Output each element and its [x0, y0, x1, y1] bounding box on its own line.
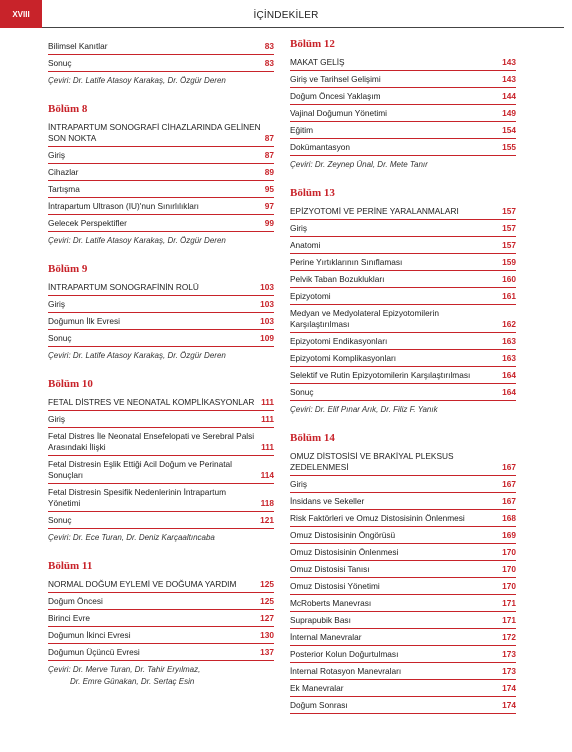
toc-entry-title: Giriş: [48, 150, 66, 160]
toc-entry[interactable]: [290, 697, 516, 714]
chapter-heading: Bölüm 12: [290, 38, 335, 50]
toc-entry-title: Fetal Distresin Eşlik Ettiği Acil Doğum ve Perinatal Sonuçları: [48, 459, 232, 480]
toc-entry-page: 164: [502, 387, 516, 397]
toc-entry-title: Birinci Evre: [48, 613, 90, 623]
toc-entry-page: 89: [264, 167, 274, 177]
toc-entry-page: 111: [261, 442, 274, 452]
toc-left-column: [48, 38, 274, 688]
toc-entry[interactable]: [290, 680, 516, 697]
toc-entry[interactable]: [48, 38, 274, 55]
toc-entry-page: 170: [502, 564, 516, 574]
toc-entry[interactable]: [290, 510, 516, 527]
toc-entry[interactable]: [290, 54, 516, 71]
toc-entry-title: Vajinal Doğumun Yönetimi: [290, 108, 388, 118]
toc-entry[interactable]: [48, 181, 274, 198]
toc-entry[interactable]: [290, 350, 516, 367]
toc-entry-page: 170: [502, 581, 516, 591]
toc-entry-title: Posterior Kolun Doğurtulması: [290, 649, 399, 659]
toc-entry-page: 168: [502, 513, 516, 523]
toc-entry[interactable]: [48, 279, 274, 296]
toc-entry-title: Sonuç: [48, 515, 72, 525]
toc-entry-page: 87: [264, 150, 274, 160]
toc-entry-title: Epizyotomi: [290, 291, 331, 301]
toc-entry-title: Omuz Distosisi Tanısı: [290, 564, 370, 574]
toc-entry-title: Doğumun İlk Evresi: [48, 316, 120, 326]
toc-entry-title: Giriş: [48, 299, 66, 309]
toc-entry-page: 157: [502, 240, 516, 250]
toc-entry-page: 103: [260, 299, 274, 309]
toc-entry[interactable]: [48, 313, 274, 330]
toc-entry-page: 127: [260, 613, 274, 623]
toc-entry[interactable]: [290, 71, 516, 88]
toc-entry-title: Fetal Distres İle Neonatal Ensefelopati ve Serebral Palsi Arasındaki İlişki: [48, 431, 255, 452]
toc-entry-page: 114: [260, 470, 274, 480]
toc-entry-page: 173: [502, 649, 516, 659]
toc-entry-title: Tartışma: [48, 184, 80, 194]
toc-entry-title: Perine Yırtıklarının Sınıflaması: [290, 257, 403, 267]
toc-entry-page: 162: [502, 319, 516, 329]
toc-entry-title: Doğumun İkinci Evresi: [48, 630, 131, 640]
toc-entry-page: 161: [502, 291, 516, 301]
toc-entry-title: Giriş: [290, 223, 308, 233]
toc-entry[interactable]: [290, 105, 516, 122]
chapter-heading: Bölüm 14: [290, 432, 335, 444]
toc-entry-page: 160: [502, 274, 516, 284]
toc-entry-page: 167: [502, 496, 516, 506]
toc-entry-title: EPİZYOTOMİ VE PERİNE YARALANMALARI: [290, 206, 459, 216]
toc-entry-title: Dokümantasyon: [290, 142, 350, 152]
toc-entry-title: Pelvik Taban Bozuklukları: [290, 274, 385, 284]
toc-entry[interactable]: [290, 122, 516, 139]
chapter-heading: Bölüm 10: [48, 378, 93, 390]
translator-credit: [48, 529, 274, 544]
toc-entry-page: 103: [260, 316, 274, 326]
toc-entry-title: Ek Manevralar: [290, 683, 344, 693]
toc-entry[interactable]: [290, 493, 516, 510]
toc-entry-page: 174: [502, 683, 516, 693]
toc-entry-title: Doğum Öncesi Yaklaşım: [290, 91, 381, 101]
toc-entry[interactable]: [290, 595, 516, 612]
chapter-heading: Bölüm 8: [48, 103, 88, 115]
chapter-heading: Bölüm 9: [48, 263, 88, 275]
toc-entry[interactable]: [290, 237, 516, 254]
toc-entry[interactable]: [48, 55, 274, 72]
toc-entry-page: 111: [261, 397, 274, 407]
toc-entry[interactable]: [48, 330, 274, 347]
translator-line: Çeviri: Dr. Latife Atasoy Karakaş, Dr. Özgür Deren: [48, 351, 226, 360]
toc-entry-title: İNTRAPARTUM SONOGRAFİ CİHAZLARINDA GELİNEN SON NOKTA: [48, 122, 261, 143]
toc-entry-title: Fetal Distresin Spesifik Nedenlerinin İntrapartum Yönetimi: [48, 487, 226, 508]
toc-entry-page: 121: [260, 515, 274, 525]
toc-entry[interactable]: [290, 305, 516, 333]
toc-entry[interactable]: [290, 333, 516, 350]
toc-entry-title: Medyan ve Medyolateral Epizyotomilerin Karşılaştırılması: [290, 308, 439, 329]
toc-entry-title: Sonuç: [48, 333, 72, 343]
toc-entry-title: İNTRAPARTUM SONOGRAFİNİN ROLÜ: [48, 282, 199, 292]
toc-entry[interactable]: [48, 394, 274, 411]
toc-entry-page: 164: [502, 370, 516, 380]
translator-line: Çeviri: Dr. Zeynep Ünal, Dr. Mete Tanır: [290, 160, 428, 169]
toc-entry[interactable]: [290, 629, 516, 646]
header-divider: [42, 27, 564, 28]
toc-entry[interactable]: [48, 164, 274, 181]
toc-entry-page: 174: [502, 700, 516, 710]
toc-entry-title: Giriş: [48, 414, 66, 424]
toc-entry[interactable]: [290, 254, 516, 271]
toc-entry-title: Cihazlar: [48, 167, 79, 177]
toc-entry-page: 163: [502, 353, 516, 363]
toc-entry-page: 83: [264, 41, 274, 51]
translator-line: Çeviri: Dr. Merve Turan, Dr. Tahir Eryılmaz,: [48, 665, 201, 674]
toc-entry[interactable]: [290, 384, 516, 401]
toc-entry[interactable]: [48, 147, 274, 164]
toc-entry[interactable]: [48, 484, 274, 512]
toc-entry-title: Epizyotomi Komplikasyonları: [290, 353, 397, 363]
translator-credit: [48, 661, 274, 688]
toc-entry-title: İnternal Manevralar: [290, 632, 362, 642]
chapter-heading: Bölüm 11: [48, 560, 93, 572]
toc-entry-page: 83: [264, 58, 274, 68]
toc-entry-page: 149: [502, 108, 516, 118]
toc-entry-page: 171: [502, 615, 516, 625]
toc-entry-title: FETAL DİSTRES VE NEONATAL KOMPLİKASYONLAR: [48, 397, 255, 407]
toc-entry-title: McRoberts Manevrası: [290, 598, 372, 608]
toc-entry-title: Doğum Öncesi: [48, 596, 103, 606]
toc-entry-page: 111: [261, 414, 274, 424]
toc-entry-page: 163: [502, 336, 516, 346]
toc-entry-title: Doğumun Üçüncü Evresi: [48, 647, 140, 657]
toc-entry[interactable]: [290, 527, 516, 544]
toc-entry[interactable]: [290, 612, 516, 629]
toc-entry[interactable]: [48, 627, 274, 644]
toc-entry-title: Omuz Distosisi Yönetimi: [290, 581, 380, 591]
toc-entry-page: 159: [502, 257, 516, 267]
toc-entry-page: 157: [502, 223, 516, 233]
toc-entry-page: 130: [260, 630, 274, 640]
chapter-heading: Bölüm 13: [290, 187, 335, 199]
toc-entry[interactable]: [48, 215, 274, 232]
toc-entry-title: Suprapubik Bası: [290, 615, 351, 625]
toc-entry-title: Sonuç: [290, 387, 314, 397]
toc-entry[interactable]: [48, 512, 274, 529]
toc-entry[interactable]: [290, 367, 516, 384]
toc-entry-title: İnsidans ve Sekeller: [290, 496, 365, 506]
toc-entry[interactable]: [290, 139, 516, 156]
toc-entry[interactable]: [290, 544, 516, 561]
toc-entry[interactable]: [290, 561, 516, 578]
translator-line: Çeviri: Dr. Elif Pınar Arık, Dr. Filiz F. Yanık: [290, 405, 438, 414]
toc-entry[interactable]: [48, 119, 274, 147]
toc-entry-page: 154: [502, 125, 516, 135]
toc-entry-page: 155: [502, 142, 516, 152]
toc-entry-page: 95: [264, 184, 274, 194]
toc-entry[interactable]: [48, 644, 274, 661]
toc-entry-page: 173: [502, 666, 516, 676]
toc-entry-title: Eğitim: [290, 125, 314, 135]
page-number: XVIII: [12, 9, 30, 19]
toc-entry-page: 157: [502, 206, 516, 216]
toc-entry-title: OMUZ DİSTOSİSİ VE BRAKİYAL PLEKSUS ZEDELENMESİ: [290, 451, 454, 472]
toc-entry-page: 109: [260, 333, 274, 343]
toc-entry-title: Selektif ve Rutin Epizyotomilerin Karşılaştırılması: [290, 370, 471, 380]
toc-entry-page: 167: [502, 479, 516, 489]
toc-entry[interactable]: [48, 296, 274, 313]
toc-entry-page: 143: [502, 74, 516, 84]
translator-line: Çeviri: Dr. Latife Atasoy Karakaş, Dr. Özgür Deren: [48, 76, 226, 85]
toc-entry-title: Giriş: [290, 479, 308, 489]
translator-line: Çeviri: Dr. Ece Turan, Dr. Deniz Karçaaltıncaba: [48, 533, 215, 542]
toc-entry-page: 99: [264, 218, 274, 228]
toc-entry[interactable]: [290, 288, 516, 305]
translator-credit: [48, 72, 274, 87]
toc-entry[interactable]: [290, 220, 516, 237]
toc-entry-title: İntrapartum Ultrason (IU)'nun Sınırlılıkları: [48, 201, 199, 211]
toc-entry[interactable]: [290, 203, 516, 220]
toc-entry-page: 171: [502, 598, 516, 608]
translator-credit: [290, 156, 516, 171]
toc-entry[interactable]: [48, 576, 274, 593]
toc-entry[interactable]: [290, 578, 516, 595]
toc-entry[interactable]: [290, 646, 516, 663]
toc-entry-page: 125: [260, 596, 274, 606]
toc-entry-page: 103: [260, 282, 274, 292]
toc-entry-title: İnternal Rotasyon Manevraları: [290, 666, 402, 676]
toc-entry[interactable]: [290, 476, 516, 493]
toc-entry-title: Omuz Distosisinin Önlenmesi: [290, 547, 399, 557]
toc-entry[interactable]: [48, 456, 274, 484]
toc-entry[interactable]: [48, 428, 274, 456]
toc-entry-page: 144: [502, 91, 516, 101]
toc-entry-title: Giriş ve Tarihsel Gelişimi: [290, 74, 381, 84]
page-title: İÇİNDEKİLER: [253, 10, 319, 21]
toc-entry-title: Gelecek Perspektifler: [48, 218, 127, 228]
toc-entry-page: 169: [502, 530, 516, 540]
toc-entry[interactable]: [290, 271, 516, 288]
translator-credit: [48, 232, 274, 247]
translator-credit: [48, 347, 274, 362]
toc-entry-title: MAKAT GELİŞ: [290, 57, 345, 67]
toc-entry-page: 125: [260, 579, 274, 589]
toc-entry-title: Risk Faktörleri ve Omuz Distosisinin Önlenmesi: [290, 513, 465, 523]
toc-entry-title: Epizyotomi Endikasyonları: [290, 336, 388, 346]
translator-line: Dr. Emre Günakan, Dr. Sertaç Esin: [70, 677, 195, 686]
toc-entry[interactable]: [290, 663, 516, 680]
toc-entry[interactable]: [48, 411, 274, 428]
toc-entry-page: 118: [260, 498, 274, 508]
toc-entry-page: 172: [502, 632, 516, 642]
toc-entry-page: 167: [502, 462, 516, 472]
toc-entry-page: 97: [264, 201, 274, 211]
toc-entry-title: NORMAL DOĞUM EYLEMİ VE DOĞUMA YARDIM: [48, 579, 237, 589]
toc-entry[interactable]: [290, 88, 516, 105]
toc-entry-page: 143: [502, 57, 516, 67]
toc-entry-page: 87: [264, 133, 274, 143]
toc-entry[interactable]: [48, 593, 274, 610]
toc-entry[interactable]: [48, 198, 274, 215]
translator-line: Çeviri: Dr. Latife Atasoy Karakaş, Dr. Özgür Deren: [48, 236, 226, 245]
toc-entry-page: 170: [502, 547, 516, 557]
toc-entry-title: Doğum Sonrası: [290, 700, 348, 710]
translator-credit: [290, 401, 516, 416]
toc-right-column: [290, 38, 516, 714]
toc-entry-title: Bilimsel Kanıtlar: [48, 41, 108, 51]
toc-entry-title: Sonuç: [48, 58, 72, 68]
toc-entry[interactable]: [290, 448, 516, 476]
toc-entry-title: Omuz Distosisinin Öngörüsü: [290, 530, 396, 540]
toc-entry-page: 137: [260, 647, 274, 657]
toc-entry-title: Anatomi: [290, 240, 321, 250]
toc-entry[interactable]: [48, 610, 274, 627]
